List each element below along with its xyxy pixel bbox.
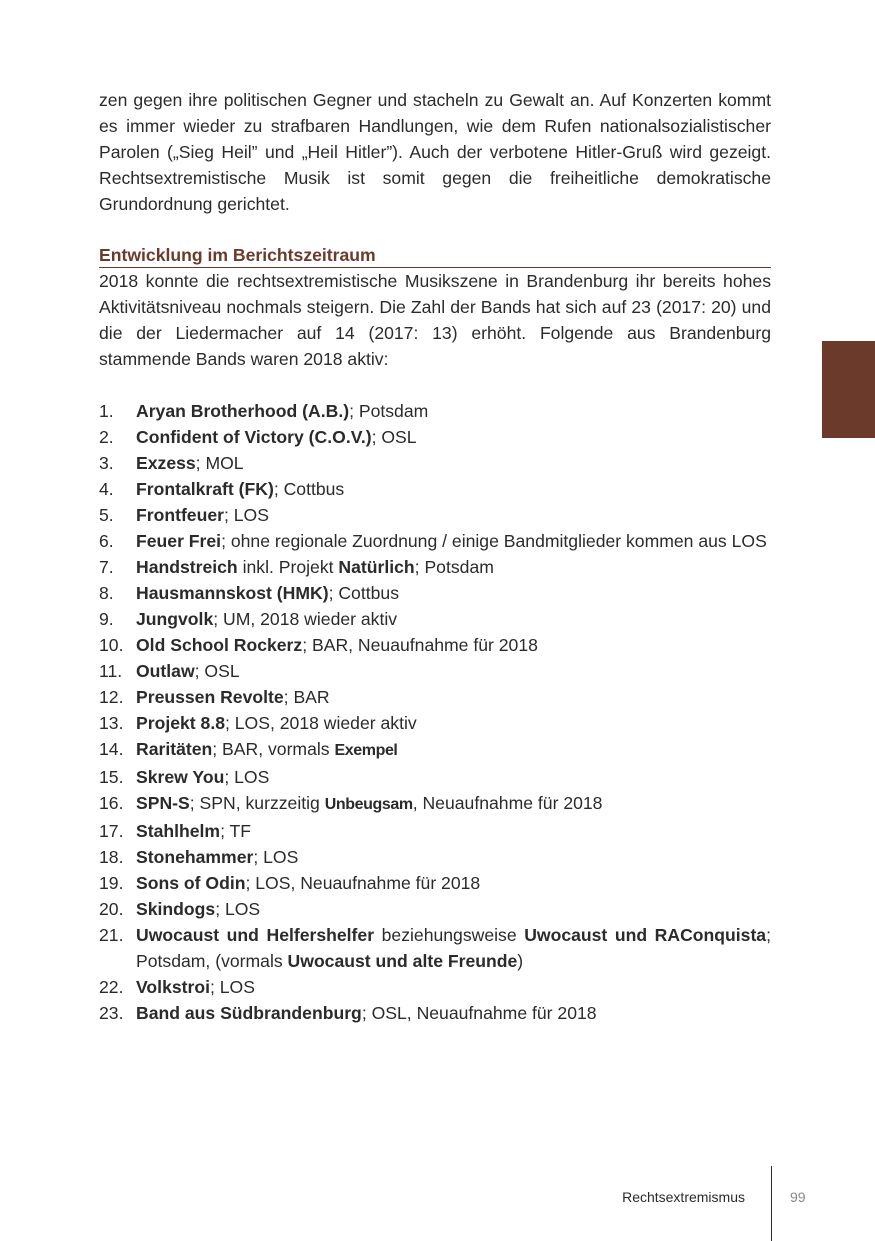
- band-list-item: [99, 736, 771, 764]
- band-detail: ; ohne regionale Zuordnung / einige Bandmitglieder kommen aus LOS: [221, 531, 767, 551]
- band-number: 1.: [99, 401, 114, 421]
- band-number: 12.: [99, 687, 124, 707]
- band-number: 3.: [99, 453, 114, 473]
- band-entry: [136, 818, 771, 844]
- band-name: Preussen Revolte: [136, 687, 284, 707]
- band-entry: [136, 502, 771, 528]
- section-heading: Entwicklung im Berichtszeitraum: [99, 243, 771, 268]
- band-number: 19.: [99, 873, 124, 893]
- band-entry: [136, 632, 771, 658]
- band-name: Frontfeuer: [136, 505, 224, 525]
- band-entry: [136, 606, 771, 632]
- band-list-item: [99, 398, 771, 424]
- band-list-item: [99, 424, 771, 450]
- band-detail: beziehungsweise: [374, 925, 525, 945]
- band-list: [99, 398, 771, 1026]
- band-detail: ; Potsdam: [349, 401, 429, 421]
- band-detail: ; BAR: [283, 687, 330, 707]
- band-number: 8.: [99, 583, 114, 603]
- band-number: 10.: [99, 635, 124, 655]
- band-entry: [136, 736, 771, 764]
- band-list-item: [99, 790, 771, 818]
- band-number: 17.: [99, 821, 124, 841]
- band-number: 14.: [99, 739, 124, 759]
- band-number: 23.: [99, 1003, 124, 1023]
- band-detail: ; Potsdam: [414, 557, 494, 577]
- band-name: Handstreich: [136, 557, 238, 577]
- band-name: Exzess: [136, 453, 196, 473]
- band-entry: [136, 1000, 771, 1026]
- band-entry: [136, 580, 771, 606]
- band-detail: ; LOS, 2018 wieder aktiv: [225, 713, 417, 733]
- band-detail: ; LOS: [209, 977, 255, 997]
- band-list-item: [99, 658, 771, 684]
- band-detail: ; LOS: [223, 505, 269, 525]
- band-detail: ; UM, 2018 wieder aktiv: [213, 609, 398, 629]
- band-name: Outlaw: [136, 661, 195, 681]
- band-detail: ; LOS: [253, 847, 299, 867]
- band-list-item: [99, 844, 771, 870]
- page-number: 99: [790, 1189, 806, 1205]
- band-detail: inkl. Projekt: [237, 557, 339, 577]
- band-name: Aryan Brotherhood (A.B.): [136, 401, 350, 421]
- band-list-item: [99, 606, 771, 632]
- band-list-item: [99, 632, 771, 658]
- band-number: 2.: [99, 427, 114, 447]
- band-number: 16.: [99, 793, 124, 813]
- band-name: Feuer Frei: [136, 531, 222, 551]
- band-detail: ): [517, 951, 524, 971]
- band-detail: ; BAR, Neuaufnahme für 2018: [302, 635, 538, 655]
- band-list-item: [99, 922, 771, 974]
- band-number: 7.: [99, 557, 114, 577]
- band-name: Sons of Odin: [136, 873, 246, 893]
- band-detail: ; OSL, Neuaufnahme für 2018: [361, 1003, 597, 1023]
- band-list-item: [99, 502, 771, 528]
- band-list-item: [99, 818, 771, 844]
- band-list-item: [99, 476, 771, 502]
- band-name: Old School Rockerz: [136, 635, 303, 655]
- band-detail: ; Potsdam, (vormals: [136, 925, 771, 971]
- band-list-item: [99, 684, 771, 710]
- band-name: Jungvolk: [136, 609, 214, 629]
- band-detail: ; OSL: [194, 661, 240, 681]
- band-entry: [136, 764, 771, 790]
- band-name: Raritäten: [136, 739, 213, 759]
- band-entry: [136, 476, 771, 502]
- band-entry: [136, 450, 771, 476]
- band-number: 11.: [99, 661, 123, 681]
- band-number: 4.: [99, 479, 114, 499]
- band-name: Confident of Victory (C.O.V.): [136, 427, 372, 447]
- band-number: 13.: [99, 713, 124, 733]
- band-list-item: [99, 896, 771, 922]
- band-entry: [136, 424, 771, 450]
- chapter-tab-marker: [822, 341, 875, 438]
- band-list-item: [99, 528, 771, 554]
- band-entry: [136, 398, 771, 424]
- band-number: 6.: [99, 531, 114, 551]
- band-number: 15.: [99, 767, 124, 787]
- band-entry: [136, 870, 771, 896]
- band-detail: ; SPN, kurzzeitig: [189, 793, 325, 813]
- band-detail: ; Cottbus: [273, 479, 345, 499]
- band-name: Volkstroi: [136, 977, 210, 997]
- footer-section-label: Rechtsextremismus: [622, 1189, 745, 1205]
- band-name: Uwocaust und RAConquista: [524, 925, 767, 945]
- band-detail: ; BAR, vormals: [212, 739, 335, 759]
- band-number: 18.: [99, 847, 124, 867]
- band-name: Skrew You: [136, 767, 225, 787]
- band-detail: ; TF: [220, 821, 252, 841]
- band-name: Uwocaust und Helfershelfer: [136, 925, 375, 945]
- band-entry: [136, 844, 771, 870]
- band-alias: Unbeugsam: [324, 796, 413, 813]
- band-name: Natürlich: [338, 557, 415, 577]
- band-list-item: [99, 870, 771, 896]
- band-list-item: [99, 450, 771, 476]
- band-alias: Exempel: [334, 742, 398, 759]
- band-name: Stahlhelm: [136, 821, 221, 841]
- band-entry: [136, 658, 771, 684]
- band-detail: ; LOS, Neuaufnahme für 2018: [245, 873, 481, 893]
- band-entry: [136, 896, 771, 922]
- band-list-item: [99, 580, 771, 606]
- band-list-item: [99, 554, 771, 580]
- band-name: Frontalkraft (FK): [136, 479, 274, 499]
- band-name: Uwocaust und alte Freunde: [287, 951, 518, 971]
- band-detail: ; LOS: [224, 767, 270, 787]
- band-entry: [136, 922, 771, 974]
- band-entry: [136, 528, 771, 554]
- band-name: SPN-S: [136, 793, 190, 813]
- band-entry: [136, 710, 771, 736]
- band-number: 5.: [99, 505, 114, 525]
- band-number: 20.: [99, 899, 124, 919]
- band-detail: , Neuaufnahme für 2018: [412, 793, 603, 813]
- band-entry: [136, 790, 771, 818]
- band-list-item: [99, 710, 771, 736]
- band-name: Band aus Südbrandenburg: [136, 1003, 362, 1023]
- footer-divider: [771, 1166, 772, 1241]
- band-entry: [136, 974, 771, 1000]
- band-name: Skindogs: [136, 899, 216, 919]
- section-paragraph: 2018 konnte die rechtsextremistische Musikszene in Brandenburg ihr bereits hohes Aktivitätsniveau nochmals steigern. Die Zahl der Bands hat sich auf 23 (2017: 20) und die der Liedermacher auf 14 (2017: 13) erhöht. Folgende aus Brandenburg stammende Bands waren 2018 aktiv:: [99, 271, 771, 369]
- band-entry: [136, 684, 771, 710]
- band-detail: ; LOS: [215, 899, 261, 919]
- band-detail: ; OSL: [371, 427, 417, 447]
- band-entry: [136, 554, 771, 580]
- band-name: Hausmannskost (HMK): [136, 583, 329, 603]
- band-number: 21.: [99, 925, 124, 945]
- band-list-item: [99, 974, 771, 1000]
- band-name: Projekt 8.8: [136, 713, 225, 733]
- band-detail: ; MOL: [195, 453, 244, 473]
- band-list-item: [99, 1000, 771, 1026]
- band-list-item: [99, 764, 771, 790]
- band-detail: ; Cottbus: [328, 583, 399, 603]
- band-number: 22.: [99, 977, 124, 997]
- intro-paragraph: zen gegen ihre politischen Gegner und stacheln zu Gewalt an. Auf Konzerten kommt es immer wieder zu strafbaren Handlungen, wie dem Rufen nationalsozialistischer Parolen („Sieg Heil” und „Heil Hitler”). Auch der verbotene Hitler-Gruß wird gezeigt. Rechtsextremistische Musik ist somit gegen die freiheitliche demokratische Grundordnung gerichtet.: [99, 90, 771, 214]
- band-name: Stonehammer: [136, 847, 254, 867]
- band-number: 9.: [99, 609, 114, 629]
